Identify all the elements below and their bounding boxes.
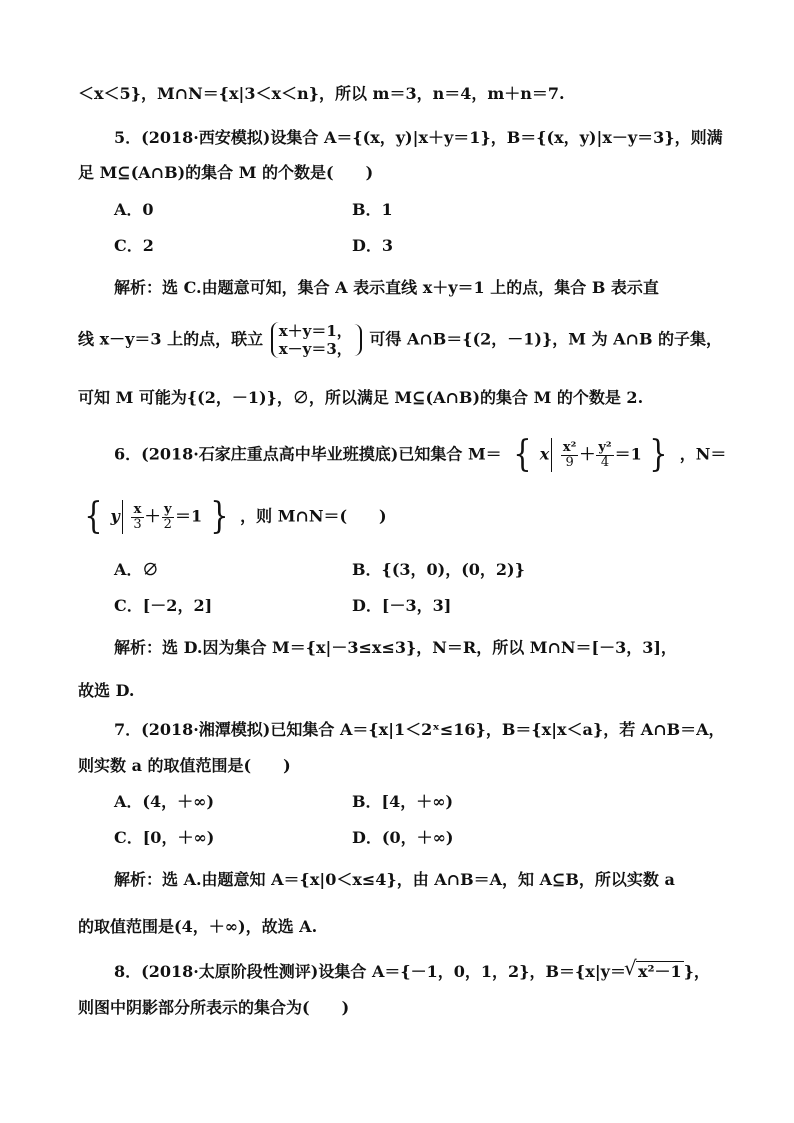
set-var: x	[539, 444, 550, 464]
question-7-stem-cont: 则实数 a 的取值范围是( )	[78, 756, 291, 775]
brace-right: }	[209, 496, 229, 537]
q5-solution-line: 可知 M 可能为{(2，－1)}，∅，所以满足 M⊆(A∩B)的集合 M 的个数是 2.	[78, 388, 644, 407]
question-6-stem	[114, 434, 727, 475]
text-span: 线 x－y＝3 上的点，联立	[78, 329, 264, 349]
q7-option-a: A．(4，＋∞)	[114, 792, 215, 811]
equation-system	[271, 322, 362, 358]
text-line: 足 M⊆(A∩B)的集合 M 的个数是( )	[78, 163, 374, 182]
equals: ＝1	[174, 506, 203, 526]
set-n-expression: { y $\frac{x}{3}$ ＋ $\frac{y}{2}$ ＝1 }	[84, 496, 229, 537]
brace-right: }	[649, 434, 668, 475]
numerator: y	[162, 503, 174, 518]
set-var: y	[110, 506, 120, 526]
question-8-stem	[114, 960, 710, 984]
q7-option-c: C．[0，＋∞)	[114, 828, 215, 847]
text-span: ，N＝	[679, 444, 727, 464]
set-bar	[122, 500, 123, 534]
text-line: ＜x＜5}，M∩N＝{x|3＜x＜n}，所以 m＝3，n＝4，m＋n＝7.	[78, 84, 565, 103]
question-8-stem-cont: 则图中阴影部分所表示的集合为( )	[78, 998, 350, 1017]
question-6-stem-cont	[78, 496, 387, 537]
q7-solution-line: 的取值范围是(4，＋∞)，故选 A.	[78, 917, 318, 936]
q6-solution-line: 故选 D.	[78, 681, 135, 700]
q6-option-d: D．[－3，3]	[352, 596, 452, 615]
set-m-expression: { x $\frac{\text{x²}}{9}$ ＋ $\frac{\text{y²}}{4}$ ＝1 }	[513, 434, 668, 475]
denominator: 4	[600, 454, 610, 470]
q5-option-a: A．0	[114, 200, 154, 219]
denominator: 3	[133, 516, 142, 532]
brace-left: {	[513, 434, 532, 475]
denominator: 2	[163, 516, 172, 532]
sqrt-expression	[626, 960, 684, 984]
fraction	[131, 503, 143, 532]
text-span: ，则 M∩N＝( )	[240, 506, 387, 526]
denominator: 9	[565, 454, 574, 470]
question-7-stem: 7．(2018·湘潭模拟)已知集合 A＝{x|1＜2ˣ≤16}，B＝{x|x＜a}，若 A∩B＝A，	[114, 720, 725, 739]
radicand: x²－1	[637, 962, 682, 981]
equation-row: x＋y＝1，	[278, 322, 352, 340]
q7-solution: 解析：选 A.由题意知 A＝{x|0＜x≤4}，由 A∩B＝A，知 A⊆B，所以实数 a	[114, 870, 675, 889]
set-bar	[551, 438, 552, 472]
brace-left: {	[84, 496, 103, 537]
equals: ＝1	[614, 444, 642, 464]
q5-solution-line	[78, 322, 722, 358]
text-span: 可得 A∩B＝{(2，－1)}，M 为 A∩B 的子集，	[369, 329, 723, 349]
q5-solution: 解析：选 C.由题意可知，集合 A 表示直线 x＋y＝1 上的点，集合 B 表示直	[114, 278, 659, 297]
q6-solution: 解析：选 D.因为集合 M＝{x|－3≤x≤3}，N＝R，所以 M∩N＝[－3，3]，	[114, 638, 677, 657]
numerator: y²	[598, 439, 612, 455]
q5-option-b: B．1	[352, 200, 393, 219]
question-5-stem: 5．(2018·西安模拟)设集合 A＝{(x，y)|x＋y＝1}，B＝{(x，y)|x－y＝3}，则满	[114, 128, 723, 147]
q5-option-c: C．2	[114, 236, 154, 255]
fraction	[162, 503, 174, 532]
numerator: x	[131, 503, 143, 518]
text-span: 8．(2018·太原阶段性测评)设集合 A＝{－1，0，1，2}，B＝{x|y＝	[114, 962, 626, 981]
text-span: }，	[683, 962, 710, 981]
q6-option-b: B．{(3，0)，(0，2)}	[352, 560, 525, 579]
q6-option-a: A．∅	[114, 560, 159, 579]
q7-option-d: D．(0，＋∞)	[352, 828, 454, 847]
q7-option-b: B．[4，＋∞)	[352, 792, 454, 811]
q6-option-c: C．[－2，2]	[114, 596, 213, 615]
fraction	[561, 441, 578, 470]
equation-row: x－y＝3，	[278, 340, 352, 358]
q5-option-d: D．3	[352, 236, 394, 255]
fraction	[596, 441, 613, 470]
text-span: 6．(2018·石家庄重点高中毕业班摸底)已知集合 M＝	[114, 444, 502, 464]
numerator: x²	[562, 439, 577, 455]
